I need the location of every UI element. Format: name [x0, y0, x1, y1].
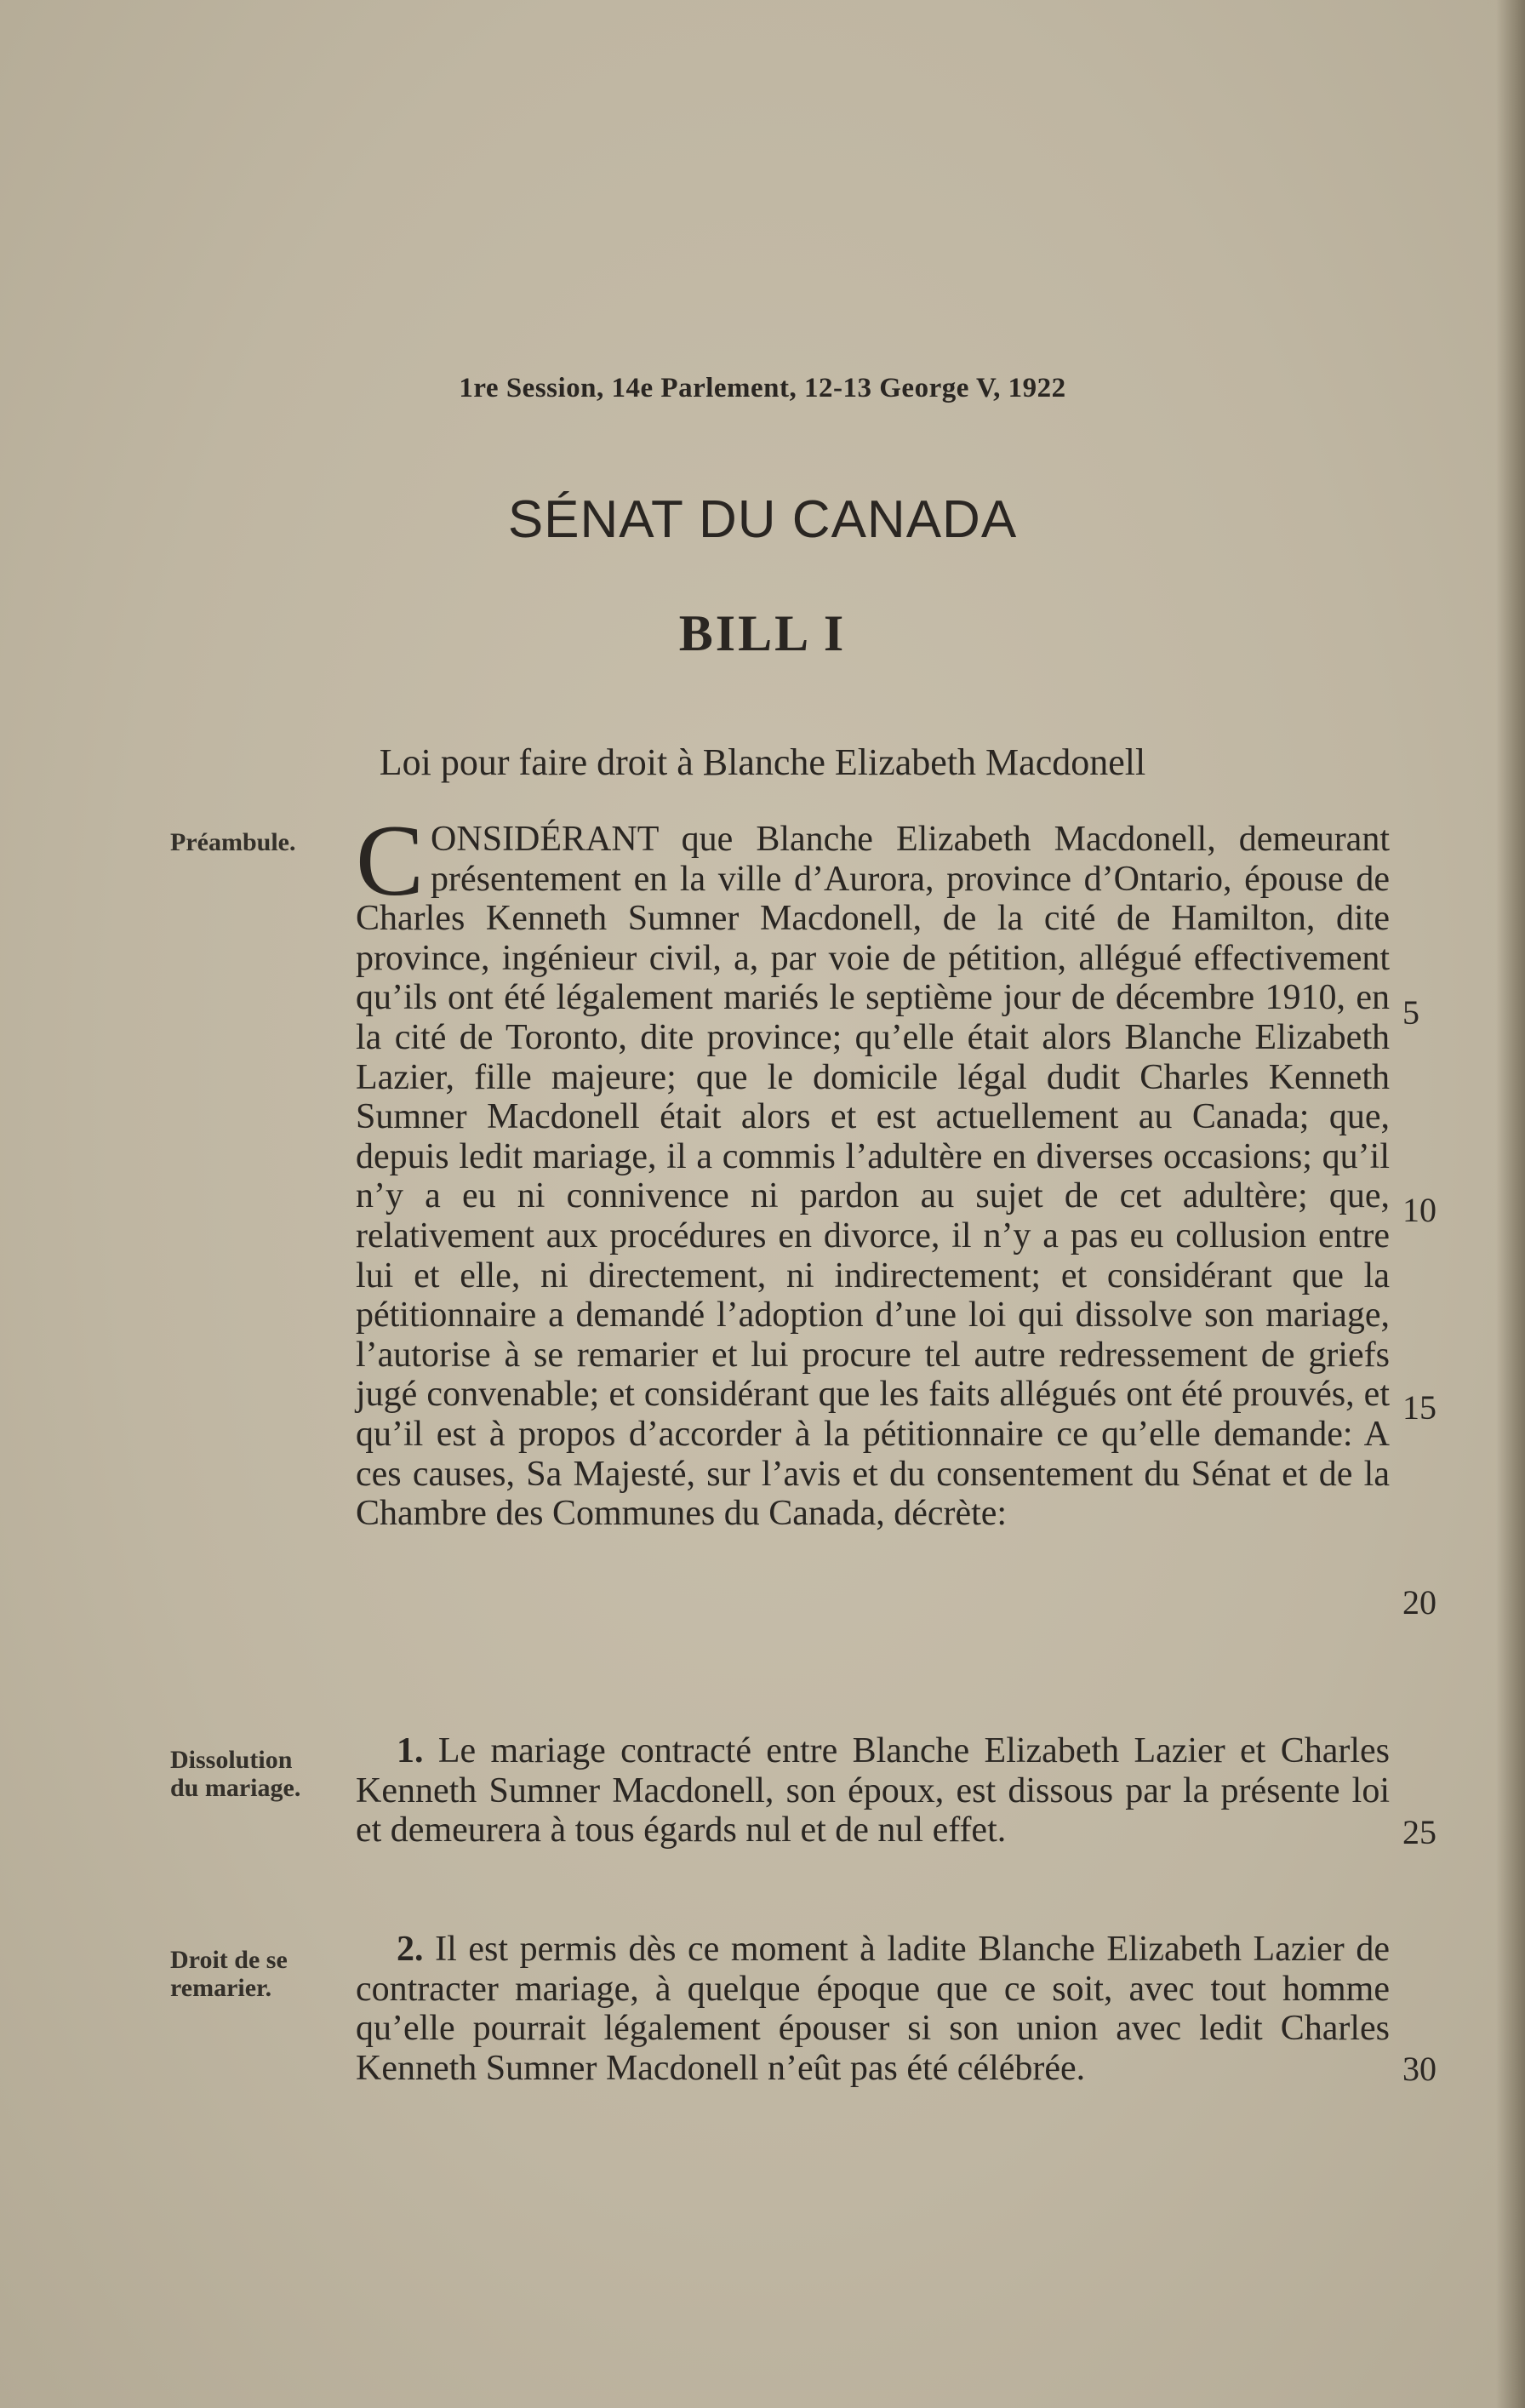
preamble-text: ONSIDÉRANT que Blanche Elizabeth Macdonell, demeurant présentement en la ville d’Aurora, province d’Ontario, épouse de Charles Kenneth Sumner Macdonell, de la cité de Hamilton, dite province, ingénieur civil, a, par voie de pétition, allégué effectivement qu’ils ont été légalement mariés le septième jour de décembre 1910, en la cité de Toronto, dite province; qu’elle était alors Blanche Elizabeth Lazier, fille majeure; que le domicile légal dudit Charles Kenneth Sumner Macdonell était alors et est actuellement au Canada; que, depuis ledit mariage, il a commis l’adultère en diverses occasions; qu’il n’y a eu ni connivence ni pardon au sujet de cet adultère; que, relativement aux procédures en divorce, il n’y a pas eu collusion entre lui et elle, ni directement, ni indirectement; et considérant que la pétitionnaire a demandé l’adoption d’une loi qui dissolve son mariage, l’autorise à se remarier et lui procure tel autre redressement de griefs jugé convenable; et considérant que les faits allégués ont été prouvés, et qu’il est à propos d’accorder à la pétitionnaire ce qu’elle demande: A ces causes, Sa Majesté, sur l’avis et du consentement du Sénat et de la Chambre des Communes du Canada, décrète:	[356, 820, 1390, 1534]
line-number: 10	[1402, 1191, 1436, 1229]
margin-note-dissolution-line1: Dissolution	[170, 1746, 293, 1774]
clause-1-text: Le mariage contracté entre Blanche Elizabeth Lazier et Charles Kenneth Sumner Macdonell, son époux, est dissous par la présente loi et demeurera à tous égards nul et de nul effet.	[356, 1731, 1390, 1850]
clause-2-text: Il est permis dès ce moment à ladite Blanche Elizabeth Lazier de contracter mariage, à quelque époque que ce soit, avec tout homme qu’elle pourrait légalement épouser si son union avec ledit Charles Kenneth Sumner Macdonell n’eût pas été célébrée.	[356, 1930, 1391, 2088]
clause-1-paragraph	[356, 1731, 1390, 1850]
margin-note-dissolution	[170, 1746, 328, 1802]
clause-2-number: 2.	[397, 1930, 424, 1969]
line-number: 20	[1402, 1583, 1436, 1622]
margin-note-remarry-line1: Droit de se	[170, 1946, 288, 1974]
preamble-dropcap: C	[356, 804, 425, 917]
session-heading: 1re Session, 14e Parlement, 12-13 George V, 1922	[459, 373, 1066, 403]
clause-1-number: 1.	[397, 1731, 424, 1770]
margin-note-preamble: Préambule.	[170, 828, 296, 856]
act-title: Loi pour faire droit à Blanche Elizabeth Macdonell	[379, 741, 1146, 783]
clause-2-paragraph	[356, 1930, 1390, 2088]
bill-title: BILL I	[678, 605, 847, 661]
margin-note-remarry	[170, 1946, 328, 2002]
preamble-paragraph	[356, 804, 1390, 1534]
line-number: 30	[1402, 2050, 1436, 2088]
margin-note-remarry-line2: remarier.	[170, 1974, 272, 2002]
line-number: 5	[1402, 993, 1419, 1032]
margin-note-dissolution-line2: du mariage.	[170, 1774, 301, 1802]
line-number: 25	[1402, 1813, 1436, 1851]
senate-heading: SÉNAT DU CANADA	[507, 490, 1018, 549]
line-number: 15	[1402, 1388, 1436, 1427]
